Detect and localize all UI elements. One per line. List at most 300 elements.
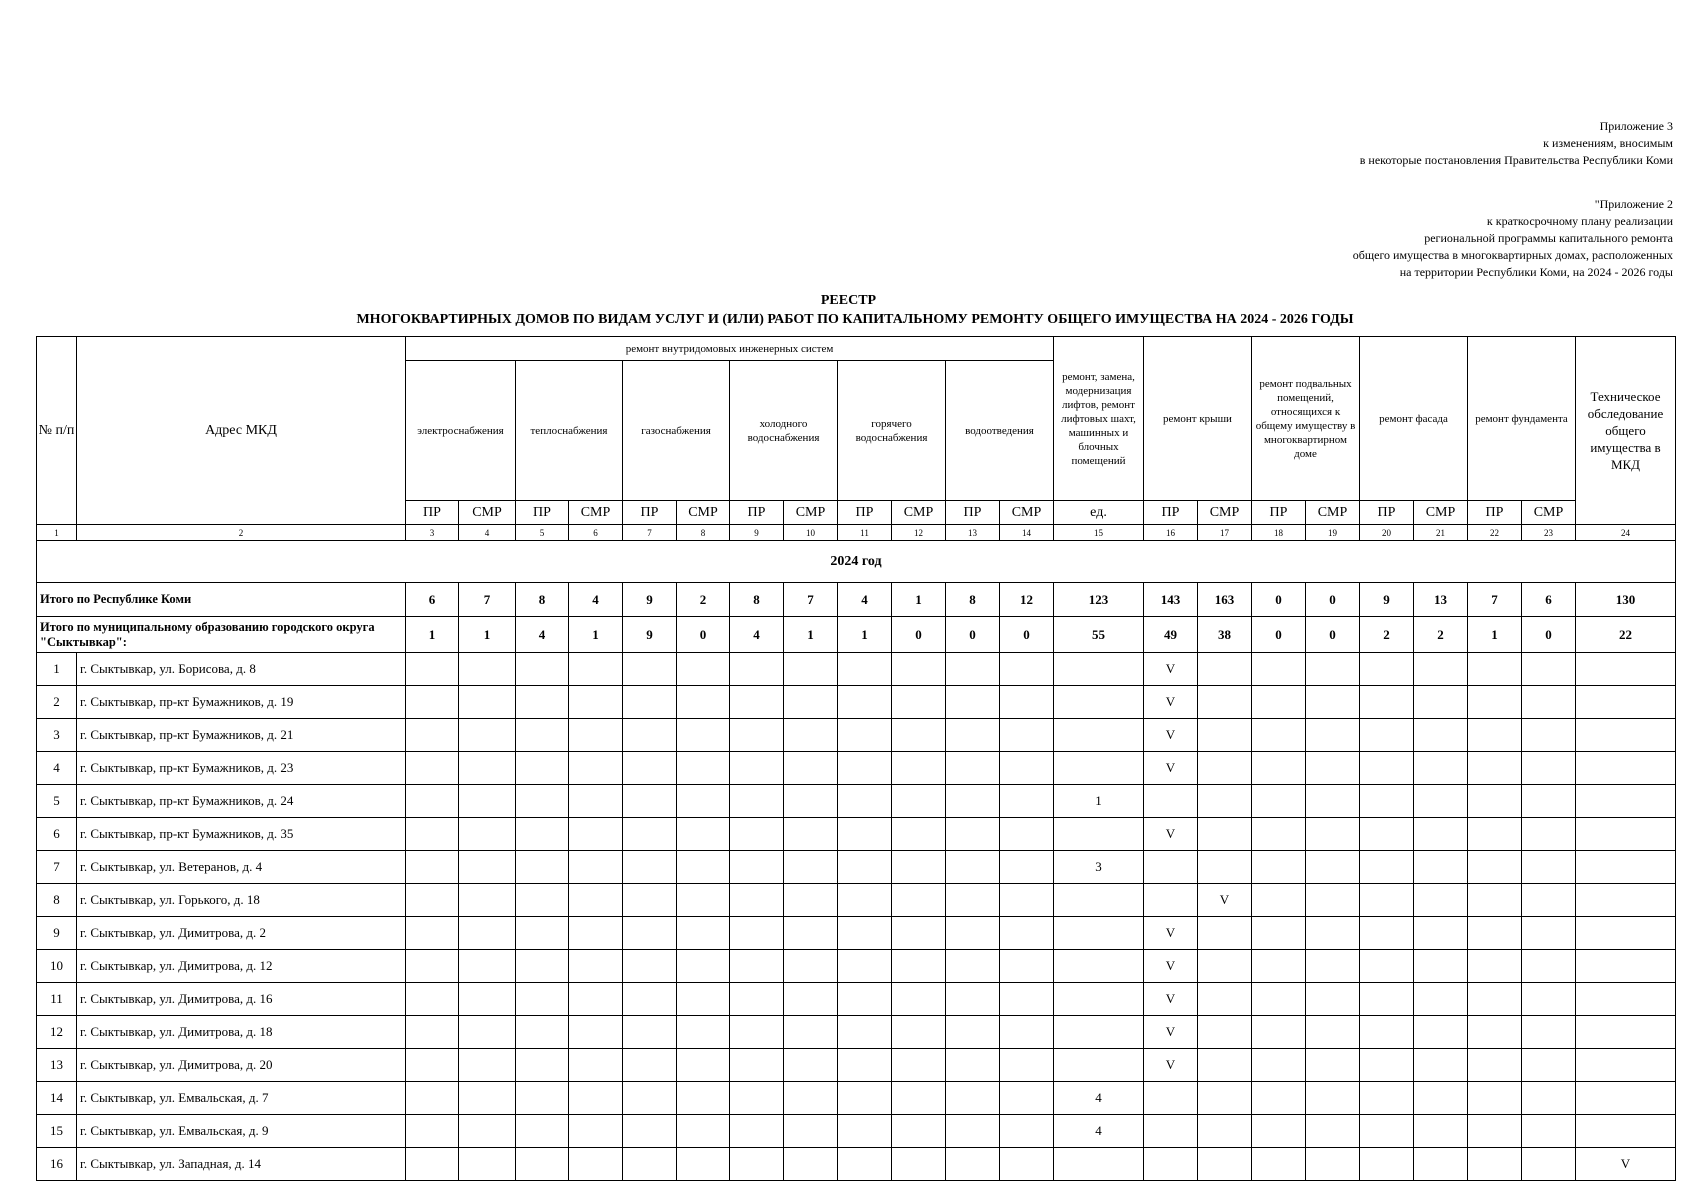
row-cell (516, 653, 569, 686)
row-cell (946, 983, 1000, 1016)
row-cell (1198, 752, 1252, 785)
row-address: г. Сыктывкар, ул. Западная, д. 14 (77, 1148, 406, 1181)
column-number: 11 (838, 525, 892, 541)
table-row (37, 752, 1676, 785)
row-cell (459, 752, 516, 785)
column-number: 15 (1054, 525, 1144, 541)
row-number: 12 (37, 1016, 77, 1049)
row-cell (1252, 686, 1306, 719)
table-row (37, 1082, 1676, 1115)
column-number: 6 (569, 525, 623, 541)
header-smr: СМР (892, 501, 946, 525)
row-cell (516, 884, 569, 917)
appendix-2-line: общего имущества в многоквартирных домах, расположенных (1352, 248, 1673, 262)
total-value: 4 (569, 583, 623, 617)
row-cell (784, 1016, 838, 1049)
row-cell (677, 752, 730, 785)
row-cell (1054, 917, 1144, 950)
total-value: 2 (1360, 617, 1414, 653)
row-cell (1468, 1148, 1522, 1181)
row-cell (1360, 983, 1414, 1016)
total-value: 163 (1198, 583, 1252, 617)
row-cell (1054, 1049, 1144, 1082)
row-cell (730, 719, 784, 752)
row-cell (892, 818, 946, 851)
row-cell (1252, 884, 1306, 917)
header-elevators: ремонт, замена, модернизация лифтов, ремонт лифтовых шахт, машинных и блочных помещений (1054, 337, 1144, 501)
row-cell (730, 653, 784, 686)
table-row (37, 950, 1676, 983)
row-cell (623, 818, 677, 851)
row-cell (1414, 1016, 1468, 1049)
row-cell (1414, 917, 1468, 950)
row-cell (892, 1115, 946, 1148)
total-value: 0 (1306, 617, 1360, 653)
row-address: г. Сыктывкар, ул. Ветеранов, д. 4 (77, 851, 406, 884)
row-cell (892, 719, 946, 752)
year-heading: 2024 год (37, 541, 1676, 583)
row-cell (1522, 1115, 1576, 1148)
row-cell (1414, 653, 1468, 686)
row-cell (892, 983, 946, 1016)
column-number: 13 (946, 525, 1000, 541)
row-cell (1576, 686, 1676, 719)
header-pr: ПР (838, 501, 892, 525)
row-cell (677, 1148, 730, 1181)
row-cell (677, 785, 730, 818)
total-value: 0 (677, 617, 730, 653)
row-cell (1576, 719, 1676, 752)
header-roof: ремонт крыши (1144, 337, 1252, 501)
row-cell (1576, 653, 1676, 686)
row-cell (1360, 1148, 1414, 1181)
row-cell (1198, 719, 1252, 752)
row-cell: V (1198, 884, 1252, 917)
row-cell (784, 719, 838, 752)
row-address: г. Сыктывкар, пр-кт Бумажников, д. 23 (77, 752, 406, 785)
header-smr: СМР (784, 501, 838, 525)
row-cell (1000, 785, 1054, 818)
total-row (37, 617, 1676, 653)
row-cell (946, 818, 1000, 851)
table-row (37, 1049, 1676, 1082)
row-cell (623, 851, 677, 884)
header-smr: СМР (1198, 501, 1252, 525)
header-smr: СМР (459, 501, 516, 525)
row-cell (892, 752, 946, 785)
header-smr: СМР (677, 501, 730, 525)
row-cell (569, 752, 623, 785)
row-cell (1522, 653, 1576, 686)
header-inspection: Техническое обследование общего имущества в МКД (1576, 337, 1676, 525)
total-value: 1 (838, 617, 892, 653)
row-cell (892, 1016, 946, 1049)
row-cell (1576, 818, 1676, 851)
header-electricity: электроснабжения (406, 361, 516, 501)
row-cell (784, 1115, 838, 1148)
row-cell (838, 950, 892, 983)
row-cell (516, 719, 569, 752)
row-cell (677, 983, 730, 1016)
row-cell: V (1144, 752, 1198, 785)
row-cell (569, 1082, 623, 1115)
row-cell (1522, 917, 1576, 950)
header-pr: ПР (730, 501, 784, 525)
row-cell (1414, 785, 1468, 818)
row-cell (1000, 950, 1054, 983)
row-cell (1306, 719, 1360, 752)
row-address: г. Сыктывкар, пр-кт Бумажников, д. 35 (77, 818, 406, 851)
row-cell: V (1144, 983, 1198, 1016)
header-basement: ремонт подвальных помещений, относящихся к общему имуществу в многоквартирном доме (1252, 337, 1360, 501)
row-cell (1144, 1115, 1198, 1148)
appendix-2-note (1353, 196, 1673, 281)
row-address: г. Сыктывкар, пр-кт Бумажников, д. 21 (77, 719, 406, 752)
row-cell (623, 1049, 677, 1082)
row-cell (677, 1115, 730, 1148)
row-cell (1198, 1049, 1252, 1082)
row-cell (516, 983, 569, 1016)
row-cell (516, 851, 569, 884)
row-cell (1522, 686, 1576, 719)
column-number: 16 (1144, 525, 1198, 541)
row-cell (569, 983, 623, 1016)
total-value: 49 (1144, 617, 1198, 653)
row-cell (569, 1016, 623, 1049)
row-cell: V (1144, 818, 1198, 851)
total-value: 13 (1414, 583, 1468, 617)
row-cell (516, 950, 569, 983)
row-cell (1054, 884, 1144, 917)
row-cell (838, 1115, 892, 1148)
total-value: 9 (623, 617, 677, 653)
row-cell (516, 785, 569, 818)
header-units: ед. (1054, 501, 1144, 525)
column-number: 17 (1198, 525, 1252, 541)
total-label: Итого по Республике Коми (37, 583, 406, 617)
row-cell (1468, 752, 1522, 785)
row-cell (1000, 686, 1054, 719)
row-cell (516, 1082, 569, 1115)
total-row (37, 583, 1676, 617)
row-cell (1252, 785, 1306, 818)
total-value: 130 (1576, 583, 1676, 617)
row-number: 15 (37, 1115, 77, 1148)
row-cell (1252, 1115, 1306, 1148)
row-cell (1360, 653, 1414, 686)
registry-table (36, 336, 1676, 1181)
row-cell (730, 1016, 784, 1049)
row-cell (459, 884, 516, 917)
row-cell (1306, 686, 1360, 719)
total-value: 1 (784, 617, 838, 653)
header-pr: ПР (1252, 501, 1306, 525)
row-cell (946, 950, 1000, 983)
row-cell (1360, 1115, 1414, 1148)
row-cell (1414, 884, 1468, 917)
row-cell (1000, 1148, 1054, 1181)
column-number: 24 (1576, 525, 1676, 541)
row-cell (1054, 719, 1144, 752)
row-cell (406, 719, 459, 752)
table-row (37, 686, 1676, 719)
row-cell: V (1144, 917, 1198, 950)
row-cell (1252, 818, 1306, 851)
appendix-2-line: "Приложение 2 (1594, 197, 1673, 211)
row-cell (1198, 851, 1252, 884)
total-value: 4 (516, 617, 569, 653)
row-cell (1252, 851, 1306, 884)
row-cell (838, 851, 892, 884)
row-cell (838, 752, 892, 785)
row-cell (1522, 983, 1576, 1016)
row-cell (838, 719, 892, 752)
row-cell (406, 917, 459, 950)
row-cell (623, 785, 677, 818)
row-cell (1360, 752, 1414, 785)
row-cell (730, 1082, 784, 1115)
row-cell (406, 653, 459, 686)
row-number: 11 (37, 983, 77, 1016)
document-subtitle: МНОГОКВАРТИРНЫХ ДОМОВ ПО ВИДАМ УСЛУГ И (ИЛИ) РАБОТ ПО КАПИТАЛЬНОМУ РЕМОНТУ ОБЩЕГО ИМУЩЕСТВА НА 2024 - 2026 ГОДЫ (356, 312, 1354, 327)
table-row (37, 884, 1676, 917)
row-cell (1576, 950, 1676, 983)
row-cell (516, 818, 569, 851)
row-cell (623, 950, 677, 983)
row-cell (623, 1016, 677, 1049)
row-cell (946, 1049, 1000, 1082)
total-value: 6 (406, 583, 459, 617)
row-cell (1414, 950, 1468, 983)
row-cell (730, 950, 784, 983)
row-cell (569, 1115, 623, 1148)
row-cell (459, 818, 516, 851)
row-cell (1198, 1115, 1252, 1148)
row-number: 10 (37, 950, 77, 983)
table-row (37, 719, 1676, 752)
column-number: 18 (1252, 525, 1306, 541)
row-cell (1414, 818, 1468, 851)
row-cell (1468, 851, 1522, 884)
row-cell (1414, 983, 1468, 1016)
row-cell (1054, 653, 1144, 686)
row-cell (459, 785, 516, 818)
total-value: 55 (1054, 617, 1144, 653)
total-value: 0 (1252, 617, 1306, 653)
header-pr: ПР (406, 501, 459, 525)
row-cell (569, 950, 623, 983)
row-cell (838, 818, 892, 851)
table-row (37, 917, 1676, 950)
table-row (37, 653, 1676, 686)
row-cell (1468, 785, 1522, 818)
row-cell (1252, 917, 1306, 950)
row-cell (569, 1148, 623, 1181)
row-cell (623, 1082, 677, 1115)
header-foundation: ремонт фундамента (1468, 337, 1576, 501)
row-cell (946, 686, 1000, 719)
row-cell (1000, 818, 1054, 851)
row-cell (569, 917, 623, 950)
row-cell (1000, 917, 1054, 950)
row-cell (1522, 950, 1576, 983)
row-number: 9 (37, 917, 77, 950)
row-cell (730, 785, 784, 818)
row-cell (1468, 884, 1522, 917)
row-cell (677, 950, 730, 983)
row-cell (1360, 851, 1414, 884)
total-label: Итого по муниципальному образованию городского округа "Сыктывкар": (37, 617, 406, 653)
row-cell (946, 884, 1000, 917)
row-cell (459, 653, 516, 686)
row-address: г. Сыктывкар, ул. Борисова, д. 8 (77, 653, 406, 686)
row-number: 8 (37, 884, 77, 917)
total-value: 8 (946, 583, 1000, 617)
row-cell (1414, 1082, 1468, 1115)
row-cell (1360, 686, 1414, 719)
row-cell (1306, 983, 1360, 1016)
row-cell (1576, 851, 1676, 884)
row-cell (1414, 719, 1468, 752)
table-row (37, 983, 1676, 1016)
row-cell (1414, 1049, 1468, 1082)
appendix-3-note (1360, 118, 1673, 169)
row-cell (623, 917, 677, 950)
row-cell (1054, 950, 1144, 983)
row-cell (946, 1115, 1000, 1148)
column-number: 5 (516, 525, 569, 541)
row-cell (569, 851, 623, 884)
row-cell (677, 686, 730, 719)
column-number: 7 (623, 525, 677, 541)
row-cell (406, 983, 459, 1016)
row-cell (1360, 1016, 1414, 1049)
total-value: 0 (1252, 583, 1306, 617)
row-cell (1414, 851, 1468, 884)
row-cell (838, 1082, 892, 1115)
row-cell (892, 1049, 946, 1082)
total-value: 1 (569, 617, 623, 653)
header-hot-water: горячего водоснабжения (838, 361, 946, 501)
row-cell (1000, 719, 1054, 752)
row-cell (1198, 785, 1252, 818)
row-cell (459, 950, 516, 983)
row-cell (838, 884, 892, 917)
row-cell (516, 1148, 569, 1181)
row-cell (1306, 1148, 1360, 1181)
row-cell (1252, 719, 1306, 752)
row-cell (516, 686, 569, 719)
row-cell (838, 917, 892, 950)
row-cell (1054, 686, 1144, 719)
row-cell (1198, 1148, 1252, 1181)
row-cell (1198, 818, 1252, 851)
row-cell (946, 1148, 1000, 1181)
row-cell (1252, 1049, 1306, 1082)
row-cell (1522, 719, 1576, 752)
row-cell (1522, 1148, 1576, 1181)
table-row (37, 1115, 1676, 1148)
row-cell (1522, 884, 1576, 917)
row-cell (1306, 917, 1360, 950)
header-internal-systems: ремонт внутридомовых инженерных систем (406, 337, 1054, 361)
row-cell (1468, 818, 1522, 851)
row-cell (892, 950, 946, 983)
row-cell (516, 1016, 569, 1049)
header-pr: ПР (946, 501, 1000, 525)
row-cell (1576, 1115, 1676, 1148)
column-number: 9 (730, 525, 784, 541)
row-cell (677, 719, 730, 752)
row-cell (784, 1082, 838, 1115)
row-cell (1360, 917, 1414, 950)
header-facade: ремонт фасада (1360, 337, 1468, 501)
row-number: 13 (37, 1049, 77, 1082)
row-cell (1252, 950, 1306, 983)
header-gas: газоснабжения (623, 361, 730, 501)
table-row (37, 1016, 1676, 1049)
row-cell (623, 653, 677, 686)
row-cell (1198, 917, 1252, 950)
row-cell (569, 818, 623, 851)
row-number: 1 (37, 653, 77, 686)
row-cell (1468, 1016, 1522, 1049)
row-cell (1360, 719, 1414, 752)
row-cell (730, 686, 784, 719)
total-value: 123 (1054, 583, 1144, 617)
appendix-2-line: на территории Республики Коми, на 2024 - 2026 годы (1399, 265, 1673, 279)
total-value: 9 (623, 583, 677, 617)
row-cell (406, 752, 459, 785)
row-cell (1000, 884, 1054, 917)
row-cell (1198, 950, 1252, 983)
row-address: г. Сыктывкар, ул. Димитрова, д. 16 (77, 983, 406, 1016)
row-cell (784, 851, 838, 884)
total-value: 6 (1522, 583, 1576, 617)
total-value: 2 (1414, 617, 1468, 653)
row-cell (730, 851, 784, 884)
row-cell (459, 1049, 516, 1082)
row-cell (1576, 785, 1676, 818)
row-cell (1468, 1049, 1522, 1082)
row-cell (1306, 653, 1360, 686)
row-cell (946, 719, 1000, 752)
row-cell (1522, 1016, 1576, 1049)
row-cell (838, 983, 892, 1016)
row-cell (1414, 752, 1468, 785)
row-cell (1198, 653, 1252, 686)
total-value: 143 (1144, 583, 1198, 617)
row-cell: V (1576, 1148, 1676, 1181)
row-cell (1000, 1115, 1054, 1148)
row-cell (1468, 653, 1522, 686)
row-cell (730, 1115, 784, 1148)
row-number: 3 (37, 719, 77, 752)
row-address: г. Сыктывкар, ул. Димитрова, д. 2 (77, 917, 406, 950)
row-cell (569, 884, 623, 917)
row-cell (569, 653, 623, 686)
appendix-3-line: Приложение 3 (1599, 119, 1673, 133)
row-number: 14 (37, 1082, 77, 1115)
row-cell (946, 752, 1000, 785)
row-cell (1000, 752, 1054, 785)
total-value: 8 (516, 583, 569, 617)
row-cell (569, 686, 623, 719)
row-cell (623, 884, 677, 917)
row-address: г. Сыктывкар, пр-кт Бумажников, д. 24 (77, 785, 406, 818)
row-cell (406, 785, 459, 818)
row-cell (406, 851, 459, 884)
